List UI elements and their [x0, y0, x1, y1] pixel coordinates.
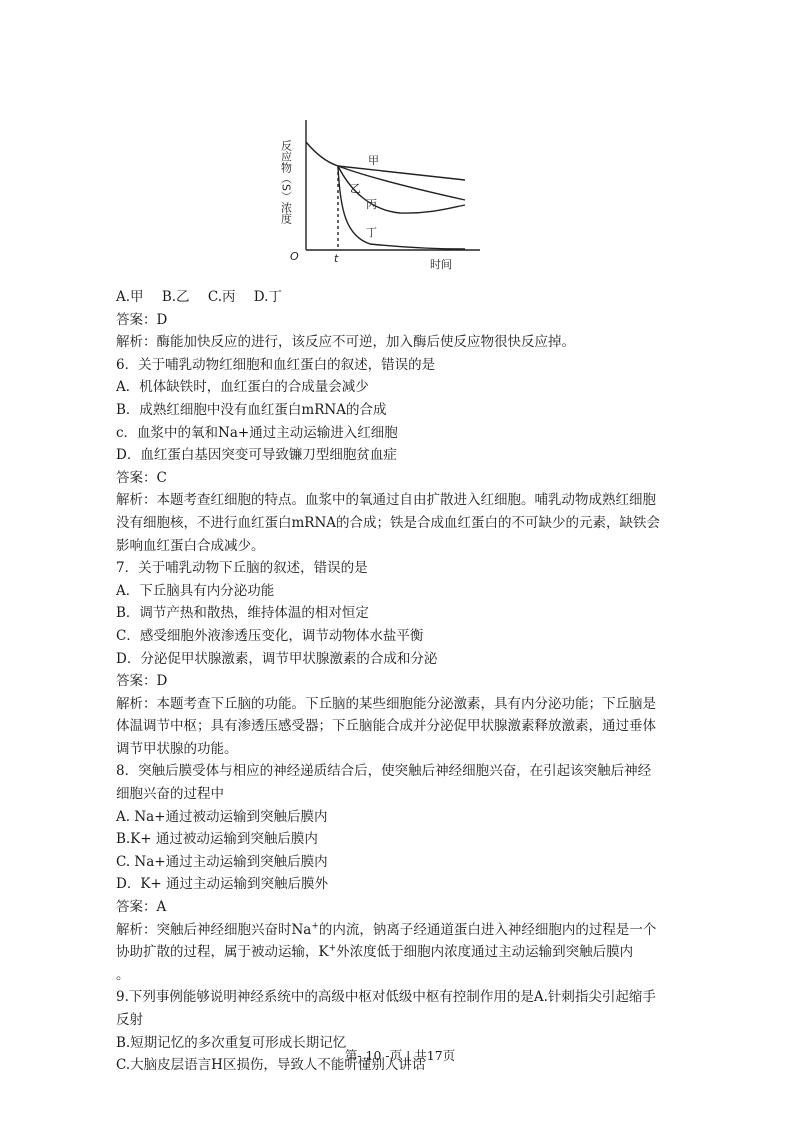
q6-analysis-3: 影响血红蛋白合成减少。 — [116, 537, 265, 554]
q7-option-c: C．感受细胞外液渗透压变化，调节动物体水盐平衡 — [116, 627, 424, 644]
q6-answer: 答案：C — [116, 469, 167, 486]
q7-answer: 答案：D — [116, 673, 168, 690]
q8-option-c: C. Na+通过主动运输到突触后膜内 — [116, 853, 328, 870]
q6-option-c: c．血浆中的氧和Na+通过主动运输进入红细胞 — [116, 424, 398, 441]
q5-options — [116, 286, 684, 309]
question-content — [116, 286, 684, 1077]
q5-option-d: D.丁 — [253, 289, 282, 305]
x-axis-label: 时间 — [430, 258, 452, 271]
origin-label: O — [290, 250, 299, 263]
q7-stem: 7．关于哺乳动物下丘脑的叙述，错误的是 — [116, 560, 368, 577]
q8-analysis-b: 的内流，钠离子经通道蛋白进入神经细胞内的过程是一个 — [318, 921, 657, 938]
k-superscript: + — [328, 943, 337, 954]
q8-analysis-3: 。 — [116, 966, 130, 983]
q6-analysis-1: 解析：本题考查红细胞的特点。血浆中的氧通过自由扩散进入红细胞。哺乳动物成熟红细胞 — [116, 492, 656, 509]
q6-analysis-2: 没有细胞核，不进行血红蛋白mRNA的合成；铁是合成血红蛋白的不可缺少的元素，缺铁会 — [116, 514, 661, 531]
q8-stem-2: 细胞兴奋的过程中 — [116, 786, 224, 803]
q8-analysis-2 — [116, 941, 684, 964]
q8-option-d: D．K+ 通过主动运输到突触后膜外 — [116, 876, 329, 893]
reaction-curve-figure — [270, 110, 490, 280]
page-footer: 第- 10 -页 | 共17页 — [344, 1048, 456, 1063]
curve-label-yi: 乙 — [350, 182, 361, 195]
curve-label-bing: 丙 — [366, 198, 377, 211]
q7-option-a: A．下丘脑具有内分泌功能 — [116, 582, 275, 599]
q5-answer: 答案：D — [116, 311, 168, 328]
q8-analysis-d: 外浓度低于细胞内浓度通过主动运输到突触后膜内 — [336, 944, 634, 961]
q7-analysis-2: 体温调节中枢；具有渗透压感受器；下丘脑能合成并分泌促甲状腺激素释放激素，通过垂体 — [116, 718, 656, 735]
q8-stem-1: 8．突触后膜受体与相应的神经递质结合后，使突触后神经细胞兴奋，在引起该突触后神经 — [116, 763, 652, 780]
q6-stem: 6．关于哺乳动物红细胞和血红蛋白的叙述，错误的是 — [116, 356, 436, 373]
initial-curve — [306, 142, 338, 166]
q7-analysis-1: 解析：本题考查下丘脑的功能。下丘脑的某些细胞能分泌激素，具有内分泌功能；下丘脑是 — [116, 695, 656, 712]
q5-option-a: A.甲 — [116, 289, 144, 305]
q9-stem-1: 9.下列事例能够说明神经系统中的高级中枢对低级中枢有控制作用的是A.针刺指尖引起缩手 — [116, 989, 656, 1006]
q8-option-b: B.K+ 通过被动运输到突触后膜内 — [116, 831, 318, 848]
y-axis-label: 反应物（S）浓度 — [279, 140, 293, 224]
na-superscript: + — [311, 921, 319, 932]
q6-option-b: B．成熟红细胞中没有血红蛋白mRNA的合成 — [116, 401, 387, 418]
q5-option-b: B.乙 — [161, 289, 190, 305]
q9-option-b: B.短期记忆的多次重复可形成长期记忆 — [116, 1034, 347, 1051]
q7-option-b: B．调节产热和散热，维持体温的相对恒定 — [116, 605, 369, 622]
curve-label-jia: 甲 — [368, 154, 379, 167]
q6-option-a: A．机体缺铁时，血红蛋白的合成量会减少 — [116, 379, 369, 396]
q9-option-c: C.大脑皮层语言H区损伤，导致人不能听懂别人讲话 — [116, 1057, 426, 1074]
curve-label-ding: 丁 — [366, 226, 377, 239]
q6-option-d: D．血红蛋白基因突变可导致镰刀型细胞贫血症 — [116, 447, 397, 464]
q8-answer: 答案：A — [116, 899, 167, 916]
q9-stem-2: 反射 — [116, 1012, 143, 1028]
q7-option-d: D．分泌促甲状腺激素，调节甲状腺激素的合成和分泌 — [116, 650, 438, 667]
q8-option-a: A. Na+通过被动运输到突触后膜内 — [116, 808, 328, 825]
q8-analysis-1 — [116, 919, 684, 942]
q5-option-c: C.丙 — [207, 289, 236, 305]
t-label: t — [334, 252, 339, 265]
q5-analysis: 解析：酶能加快反应的进行，该反应不可逆，加入酶后使反应物很快反应掉。 — [116, 334, 575, 351]
q7-analysis-3: 调节甲状腺的功能。 — [116, 740, 238, 757]
q8-analysis-a: 解析：突触后神经细胞兴奋时Na — [116, 921, 312, 938]
q8-analysis-c: 协助扩散的过程，属于被动运输，K — [116, 944, 329, 961]
